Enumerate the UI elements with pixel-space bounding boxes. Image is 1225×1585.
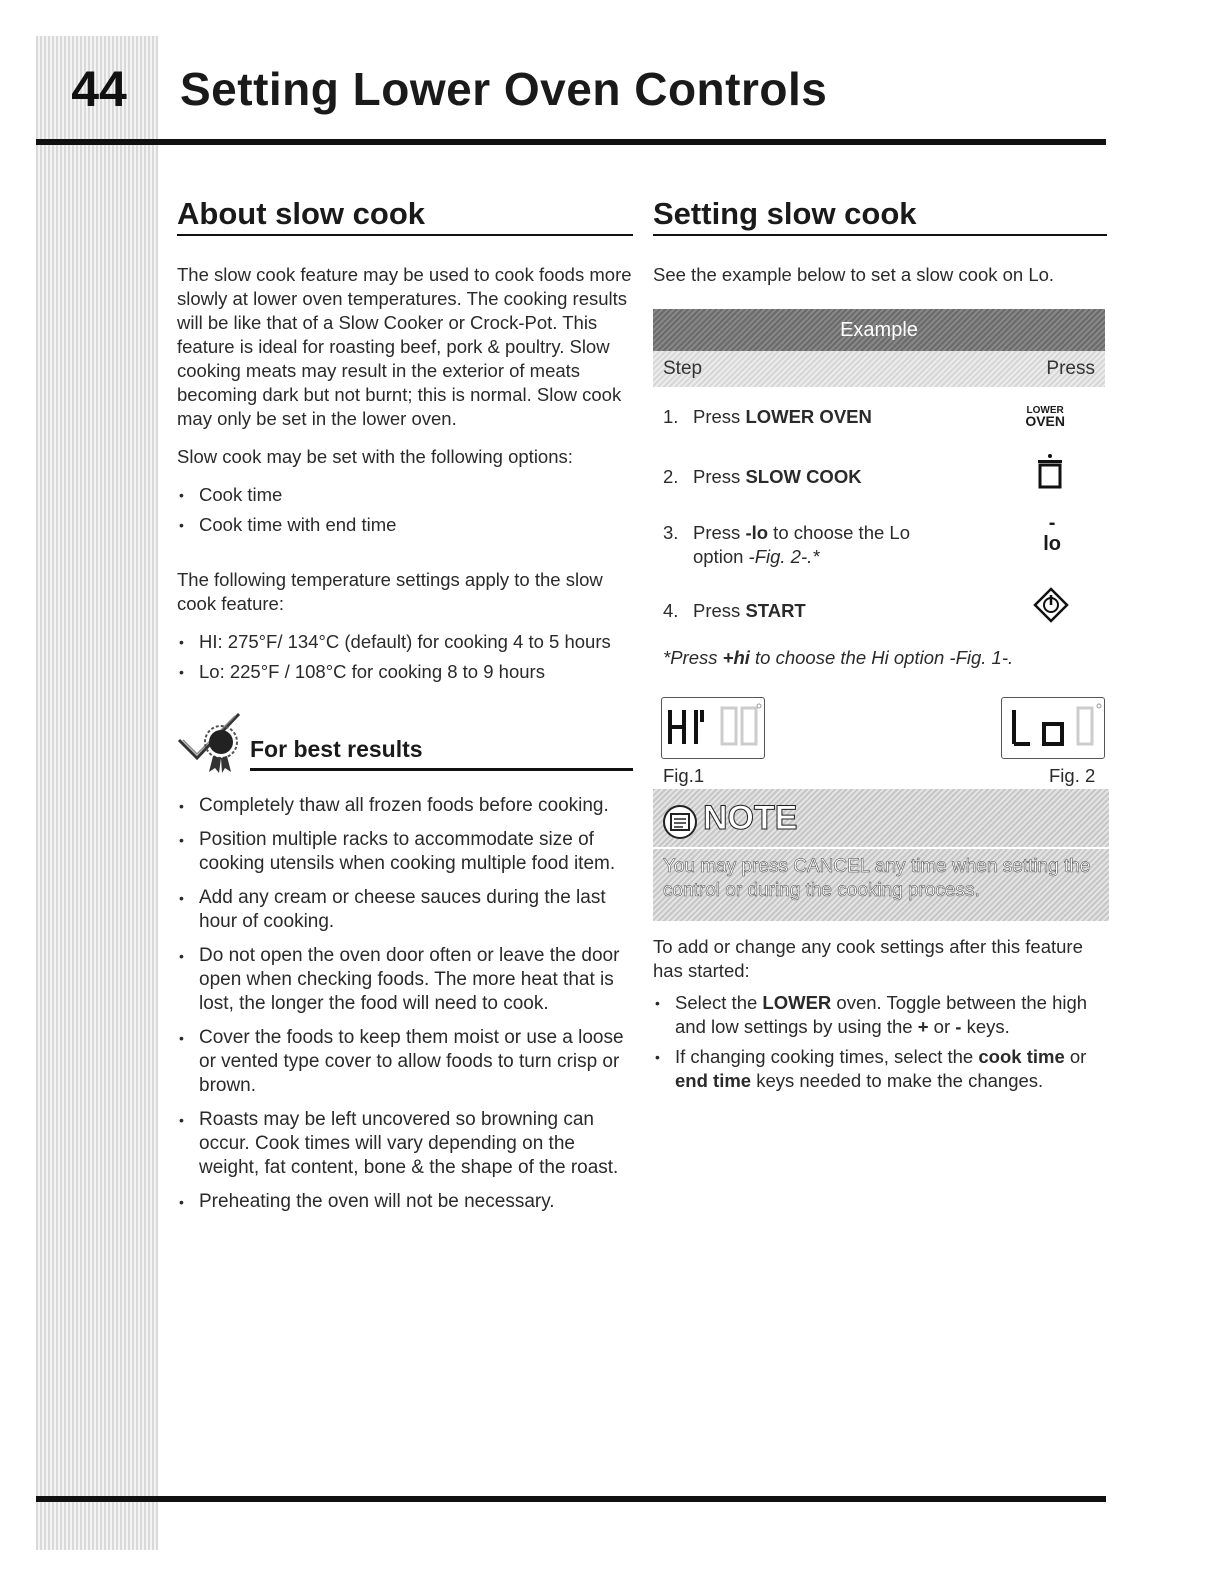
after-start-lead: To add or change any cook settings after this feature has started: xyxy=(653,936,1083,981)
temps-list xyxy=(177,630,633,684)
fig2-display xyxy=(1001,697,1105,759)
list-item: • HI: 275°F/ 134°C (default) for cooking 4 to 5 hours xyxy=(177,630,633,654)
list-item: • Cook time with end time xyxy=(177,513,633,537)
checkmark-ribbon-icon xyxy=(177,712,247,774)
list-item: • Lo: 225°F / 108°C for cooking 8 to 9 hours xyxy=(177,660,633,684)
lo-display-icon xyxy=(1002,698,1102,756)
hi-option-note: *Press +hi to choose the Hi option -Fig. 1-. xyxy=(663,647,1014,668)
lo-key-icon: - lo xyxy=(1043,512,1061,555)
lower-oven-key-icon: LOWER OVEN xyxy=(1025,405,1065,429)
temp-lead: The following temperature settings apply to the slow cook feature: xyxy=(177,569,603,614)
fig2-label: Fig. 2 xyxy=(1049,765,1096,786)
list-item: • If changing cooking times, select the cook time or end time keys needed to make the changes. xyxy=(653,1045,1107,1093)
list-item: • Position multiple racks to accommodate size of cooking utensils when cooking multiple food item. xyxy=(177,828,633,876)
hi-display-icon xyxy=(662,698,762,756)
list-item: • Cover the foods to keep them moist or use a loose or vented type cover to allow foods to turn crisp or brown. xyxy=(177,1026,633,1098)
example-column-headers xyxy=(653,351,1105,387)
start-diamond-icon xyxy=(1033,587,1069,623)
step-row: 3. Press -lo to choose the Lo option -Fig. 2-.* xyxy=(663,522,910,567)
example-steps xyxy=(653,387,1105,637)
after-start-list xyxy=(653,991,1107,1093)
left-column xyxy=(177,196,633,1224)
list-item: • Cook time xyxy=(177,483,633,507)
column-header-press: Press xyxy=(1046,358,1095,379)
list-item: • Completely thaw all frozen foods before cooking. xyxy=(177,794,633,818)
header-rule xyxy=(36,139,1106,145)
options-list xyxy=(177,483,633,537)
list-item: • Preheating the oven will not be necessary. xyxy=(177,1190,633,1214)
fig1-label: Fig.1 xyxy=(663,765,705,786)
page-sidebar-band xyxy=(36,36,158,1550)
fig1-display xyxy=(661,697,765,759)
page-number: 44 xyxy=(71,61,127,117)
step-row: 1. Press LOWER OVEN xyxy=(663,406,872,427)
about-intro: The slow cook feature may be used to cook foods more slowly at lower oven temperatures. The cooking results will be like that of a Slow Cooker or Crock-Pot. This feature is ideal for roasting beef, pork & poultry. Slow cooking meats may result in the exterior of meats becoming dark but not burnt; this is normal. Slow cook may only be set in the lower oven. xyxy=(177,264,632,429)
page-title: Setting Lower Oven Controls xyxy=(180,63,828,115)
best-results-rule xyxy=(250,768,633,771)
example-title: Example xyxy=(653,309,1105,351)
note-icon xyxy=(661,803,699,841)
list-item: • Add any cream or cheese sauces during the last hour of cooking. xyxy=(177,886,633,934)
list-item: • Roasts may be left uncovered so browning can occur. Cook times will vary depending on the weight, fat content, bone & the shape of the roast. xyxy=(177,1108,633,1180)
note-title: NOTE xyxy=(703,799,798,837)
setting-heading: Setting slow cook xyxy=(653,196,1107,236)
setting-lead: See the example below to set a slow cook on Lo. xyxy=(653,264,1055,285)
best-results-list xyxy=(177,794,633,1214)
best-results-header xyxy=(177,712,633,776)
note-rule xyxy=(653,847,1109,849)
footer-rule xyxy=(36,1496,1106,1502)
best-results-heading: For best results xyxy=(250,736,423,762)
about-heading: About slow cook xyxy=(177,196,633,236)
note-box xyxy=(653,789,1109,921)
options-lead: Slow cook may be set with the following options: xyxy=(177,446,573,467)
right-column xyxy=(653,196,1107,1099)
list-item: • Select the LOWER oven. Toggle between the high and low settings by using the + or - keys. xyxy=(653,991,1107,1039)
note-text: You may press CANCEL any time when setting the control or during the cooking process. xyxy=(663,856,1091,901)
step-row: 2. Press SLOW COOK xyxy=(663,466,862,487)
step-row: 4. Press START xyxy=(663,600,806,621)
column-header-step: Step xyxy=(663,358,703,379)
example-table xyxy=(653,309,1105,637)
list-item: • Do not open the oven door often or leave the door open when checking foods. The more heat that is lost, the longer the food will need to cook. xyxy=(177,944,633,1016)
display-figures xyxy=(653,679,1107,786)
slow-cook-pot-icon xyxy=(1037,453,1063,489)
